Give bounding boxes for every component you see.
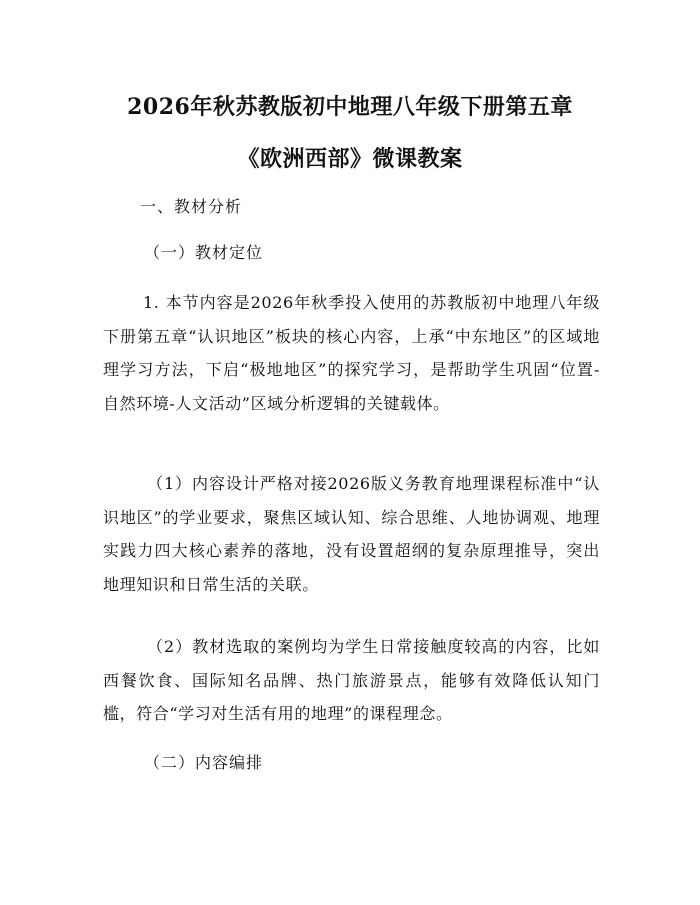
- section-heading-teaching-material-analysis: 一、教材分析: [140, 197, 243, 216]
- document-title-line-2: 《欧洲西部》微课教案: [237, 146, 463, 172]
- paragraph-1: 1. 本节内容是2026年秋季投入使用的苏教版初中地理八年级下册第五章“认识地区”板块的核心内容，上承“中东地区”的区域地理学习方法，下启“极地地区”的探究学习，是帮助学生巩固“位置-自然环境-人文活动”区域分析逻辑的关键载体。: [103, 293, 600, 413]
- paragraph-3: （2）教材选取的案例均为学生日常接触度较高的内容，比如西餐饮食、国际知名品牌、热门旅游景点，能够有效降低认知门槛，符合“学习对生活有用的地理”的课程理念。: [103, 637, 600, 723]
- subsection-heading-positioning: （一）教材定位: [144, 243, 264, 262]
- subsection-heading-content-arrangement: （二）内容编排: [144, 753, 264, 772]
- paragraph-2: （1）内容设计严格对接2026版义务教育地理课程标准中“认识地区”的学业要求，聚焦区域认知、综合思维、人地协调观、地理实践力四大核心素养的落地，没有设置超纲的复杂原理推导，突出地理知识和日常生活的关联。: [103, 474, 600, 594]
- document-title-line-1: 2026年秋苏教版初中地理八年级下册第五章: [127, 94, 573, 120]
